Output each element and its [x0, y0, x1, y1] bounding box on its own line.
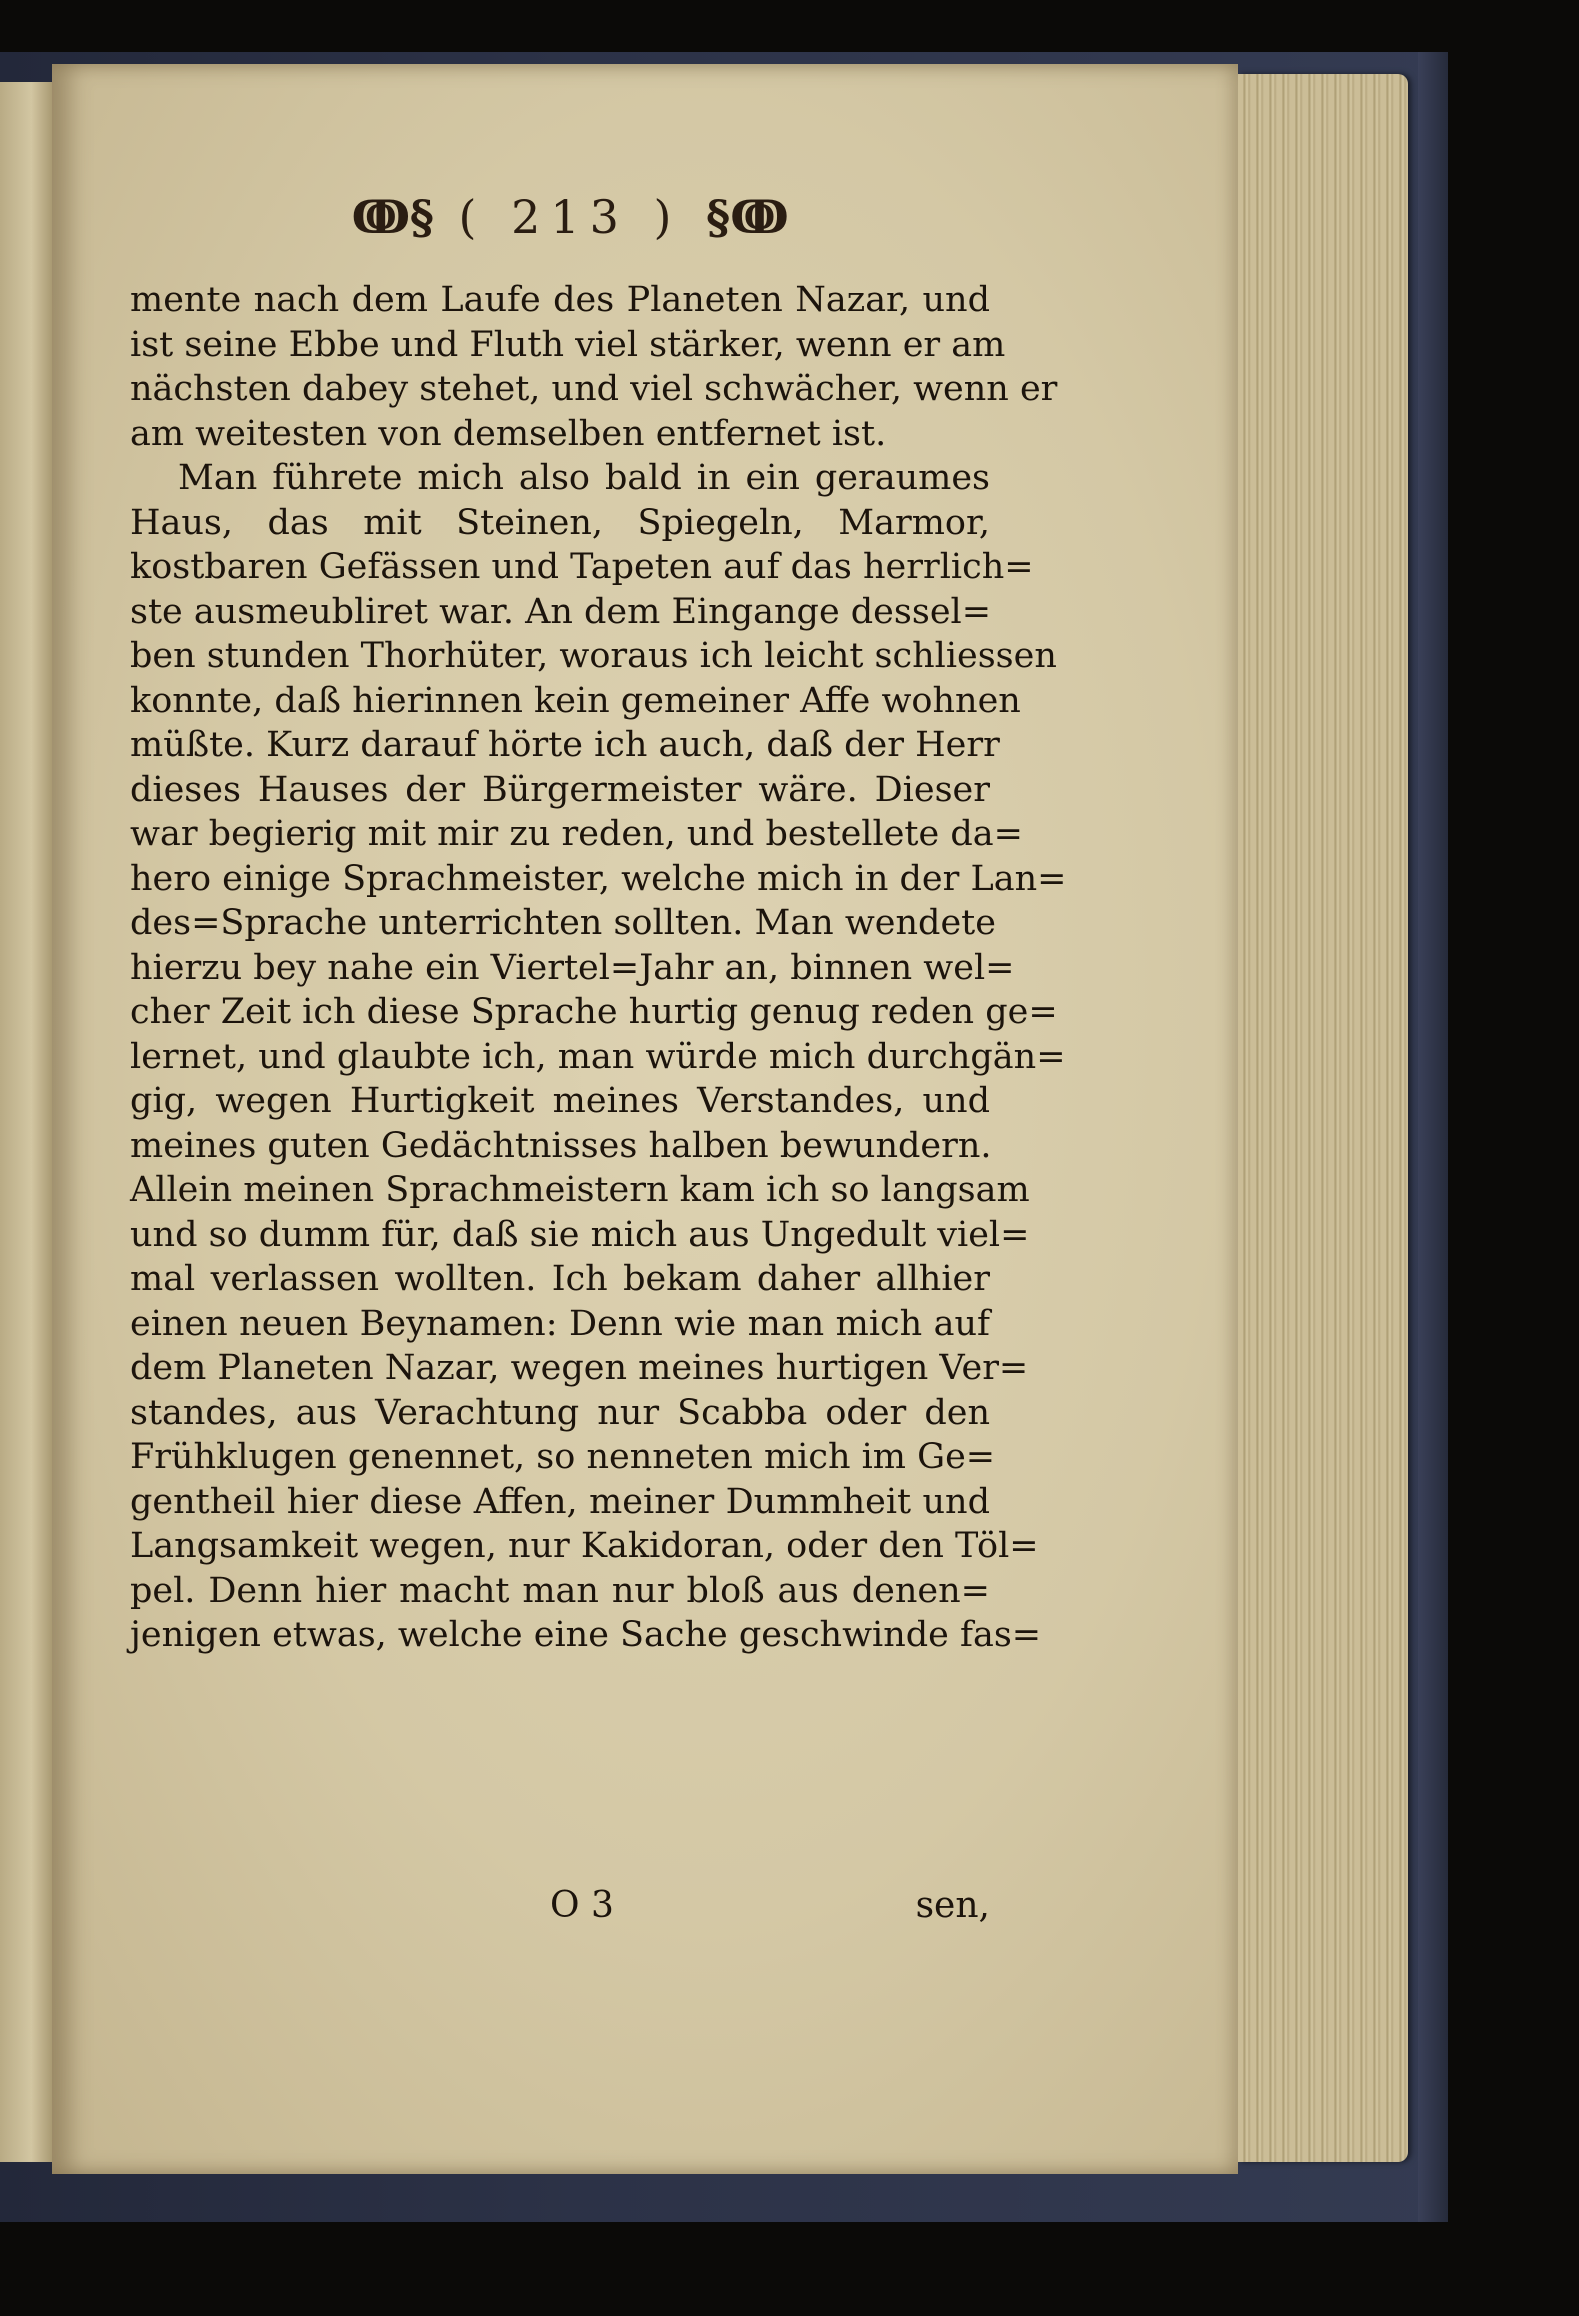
text-line: ben stunden Thorhüter, woraus ich leicht schliessen	[130, 636, 1057, 676]
left-ornament: ↂ§	[351, 190, 434, 244]
text-line: und so dumm für, daß sie mich aus Ungedult viel=	[130, 1214, 1030, 1255]
text-line: mal verlassen wollten. Ich bekam daher allhier	[130, 1259, 990, 1299]
page-text	[130, 190, 1067, 1658]
text-line: standes, aus Verachtung nur Scabba oder den	[130, 1392, 990, 1433]
text-line: war begierig mit mir zu reden, und bestellete da=	[130, 814, 1023, 854]
paragraph-start-line: Man führete mich also bald in ein geraumes	[178, 458, 990, 498]
previous-page-edge	[0, 82, 52, 2162]
close-paren: )	[653, 190, 682, 244]
text-line: hierzu bey nahe ein Viertel=Jahr an, binnen wel=	[130, 947, 1015, 988]
text-line: Langsamkeit wegen, nur Kakidoran, oder den Töl=	[130, 1526, 1039, 1566]
text-line: hero einige Sprachmeister, welche mich in der Lan=	[130, 858, 1067, 899]
running-head	[150, 190, 990, 244]
text-line: dem Planeten Nazar, wegen meines hurtigen Ver=	[130, 1348, 1029, 1388]
text-line: dieses Hauses der Bürgermeister wäre. Dieser	[130, 769, 990, 810]
page-number: 213	[511, 190, 629, 244]
text-line: Allein meinen Sprachmeistern kam ich so langsam	[130, 1170, 1030, 1210]
text-line: Haus, das mit Steinen, Spiegeln, Marmor,	[130, 502, 990, 543]
text-line: mente nach dem Laufe des Planeten Nazar, und	[130, 280, 990, 320]
right-ornament: §ↂ	[706, 190, 789, 244]
text-line: müßte. Kurz darauf hörte ich auch, daß der Herr	[130, 725, 1000, 765]
text-line: nächsten dabey stehet, und viel schwächer, wenn er	[130, 369, 1058, 409]
open-paren: (	[458, 190, 487, 244]
signature-mark: O 3	[550, 1885, 614, 1926]
text-line: jenigen etwas, welche eine Sache geschwinde fas=	[130, 1615, 1042, 1655]
text-line: des=Sprache unterrichten sollten. Man wendete	[130, 903, 996, 943]
text-line: konnte, daß hierinnen kein gemeiner Affe wohnen	[130, 680, 1021, 721]
catchword: sen,	[915, 1885, 990, 1926]
text-line: einen neuen Beynamen: Denn wie man mich auf	[130, 1303, 990, 1344]
text-line: gig, wegen Hurtigkeit meines Verstandes, und	[130, 1081, 990, 1121]
text-line: am weitesten von demselben entfernet ist.	[130, 413, 887, 454]
text-line: lernet, und glaubte ich, man würde mich durchgän=	[130, 1036, 1066, 1077]
text-line: meines guten Gedächtnisses halben bewundern.	[130, 1125, 992, 1166]
text-line: cher Zeit ich diese Sprache hurtig genug reden ge=	[130, 992, 1058, 1032]
text-line: kostbaren Gefässen und Tapeten auf das herrlich=	[130, 547, 1034, 587]
cover-edge	[1418, 52, 1448, 2222]
text-line: ist seine Ebbe und Fluth viel stärker, wenn er am	[130, 324, 1006, 365]
page-edges	[1238, 74, 1408, 2162]
text-line: gentheil hier diese Affen, meiner Dummheit und	[130, 1481, 990, 1522]
text-line: Frühklugen genennet, so nenneten mich im Ge=	[130, 1437, 996, 1477]
text-line: pel. Denn hier macht man nur bloß aus denen=	[130, 1570, 990, 1611]
text-line: ste ausmeubliret war. An dem Eingange dessel=	[130, 591, 992, 632]
